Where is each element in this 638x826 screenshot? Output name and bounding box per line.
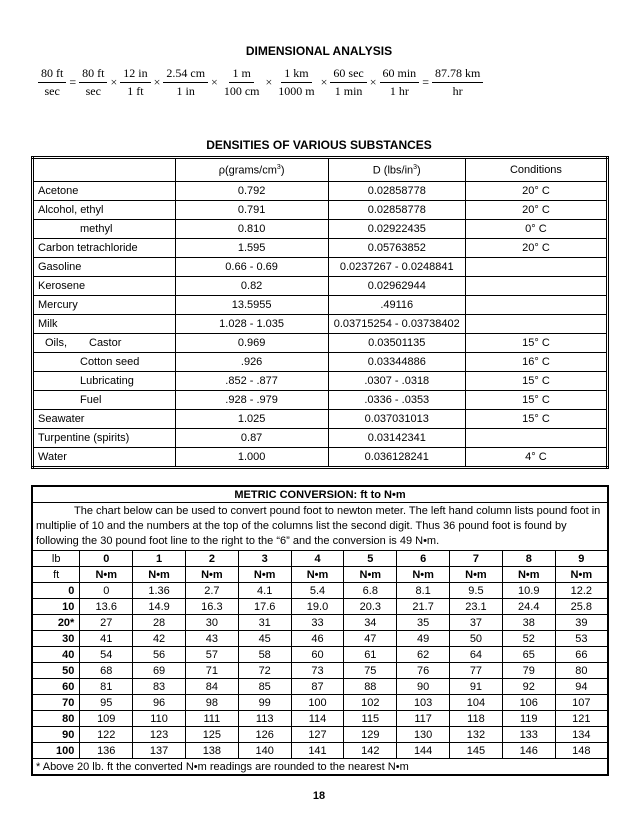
substance-name: Gasoline [38,261,82,273]
fraction-numerator: 80 ft [79,66,107,83]
header-substance [33,158,176,182]
conversion-row [32,599,608,615]
fraction-denominator: 1 hr [389,84,409,98]
conversion-row [32,711,608,727]
conversion-row [32,615,608,631]
conditions-cell: 15° C [465,391,607,410]
fraction-numerator: 1 m [229,66,253,83]
conversion-cell: 28 [133,615,186,631]
digit-header: 0 [80,551,133,567]
density-row [33,391,608,410]
conversion-cell: 94 [555,679,608,695]
conversion-cell: 20.3 [344,599,397,615]
conversion-cell: 50 [450,631,503,647]
conversion-cell: 144 [397,743,450,759]
metric-footnote: * Above 20 lb. ft the converted N•m readings are rounded to the nearest N•m [32,759,608,776]
conditions-cell [465,315,607,334]
rho-cell: 1.595 [175,239,328,258]
d-cell: 0.02962944 [328,277,465,296]
fraction-term [120,66,150,99]
conditions-cell [465,258,607,277]
conversion-row [32,695,608,711]
substance-name: Acetone [38,185,79,197]
rho-cell: 0.791 [175,201,328,220]
conversion-cell: 23.1 [450,599,503,615]
conversion-cell: 54 [80,647,133,663]
conversion-cell: 126 [238,727,291,743]
conversion-cell: 80 [555,663,608,679]
densities-title: DENSITIES OF VARIOUS SUBSTANCES [206,138,432,152]
conversion-cell: 10.9 [502,583,555,599]
conversion-cell: 79 [502,663,555,679]
conversion-cell: 91 [450,679,503,695]
density-row [33,182,608,201]
conversion-cell: 60 [291,647,344,663]
unit-header: N•m [502,567,555,583]
row-label: 80 [32,711,80,727]
conversion-cell: 145 [450,743,503,759]
conversion-cell: 148 [555,743,608,759]
d-cell: 0.03501135 [328,334,465,353]
substance-cell [33,277,176,296]
density-row [33,220,608,239]
row-label: 30 [32,631,80,647]
conversion-cell: 125 [185,727,238,743]
conversion-cell: 4.1 [238,583,291,599]
substance-subtype: methyl [80,223,113,235]
digit-header: 9 [555,551,608,567]
conversion-cell: 102 [344,695,397,711]
conversion-cell: 81 [80,679,133,695]
conversion-cell: 66 [555,647,608,663]
substance-cell [33,334,176,353]
digit-header: 6 [397,551,450,567]
conditions-cell [465,429,607,448]
conditions-cell: 20° C [465,182,607,201]
conversion-cell: 109 [80,711,133,727]
operator: × [153,75,161,89]
fraction-numerator: 1 km [281,66,311,83]
conversion-cell: 129 [344,727,397,743]
rho-cell: 1.028 - 1.035 [175,315,328,334]
conditions-cell: 4° C [465,448,607,468]
substance-cell [33,391,176,410]
conversion-cell: 33 [291,615,344,631]
conversion-cell: 87 [291,679,344,695]
conversion-cell: 39 [555,615,608,631]
density-row [33,296,608,315]
conversion-cell: 121 [555,711,608,727]
d-cell: 0.03142341 [328,429,465,448]
rho-cell: .926 [175,353,328,372]
unit-header: N•m [397,567,450,583]
row-label: 100 [32,743,80,759]
rho-cell: 0.969 [175,334,328,353]
conversion-cell: 34 [344,615,397,631]
row-label: 70 [32,695,80,711]
row-label: 40 [32,647,80,663]
digit-header: 2 [185,551,238,567]
fraction-term [432,66,483,99]
densities-table [31,156,609,469]
conversion-cell: 141 [291,743,344,759]
unit-header: N•m [80,567,133,583]
densities-header-row [33,158,608,182]
conversion-cell: 8.1 [397,583,450,599]
conversion-cell: 99 [238,695,291,711]
conversion-cell: 122 [80,727,133,743]
conversion-cell: 62 [397,647,450,663]
fraction-term [330,66,366,99]
conversion-cell: 96 [133,695,186,711]
conditions-cell: 15° C [465,372,607,391]
rho-cell: 0.810 [175,220,328,239]
d-cell: 0.02858778 [328,182,465,201]
conversion-cell: 90 [397,679,450,695]
conversion-cell: 115 [344,711,397,727]
fraction-numerator: 60 sec [330,66,366,83]
conversion-cell: 98 [185,695,238,711]
fraction-term [163,66,208,99]
density-row [33,372,608,391]
metric-conversion-table [31,485,609,776]
rho-cell: 1.025 [175,410,328,429]
conversion-cell: 25.8 [555,599,608,615]
conversion-cell: 75 [344,663,397,679]
d-cell: 0.05763852 [328,239,465,258]
conversion-cell: 9.5 [450,583,503,599]
rho-cell: .928 - .979 [175,391,328,410]
conversion-cell: 13.6 [80,599,133,615]
rho-cell: .852 - .877 [175,372,328,391]
conversion-cell: 134 [555,727,608,743]
substance-name: Mercury [38,299,78,311]
conversion-cell: 117 [397,711,450,727]
operator: × [369,75,377,89]
fraction-denominator: 1000 m [278,84,315,98]
substance-cell [33,353,176,372]
conversion-cell: 132 [450,727,503,743]
conditions-cell: 15° C [465,410,607,429]
conversion-cell: 73 [291,663,344,679]
corner-ft: ft [32,567,80,583]
d-cell: .49116 [328,296,465,315]
fraction-numerator: 87.78 km [432,66,483,83]
conversion-cell: 123 [133,727,186,743]
fraction-denominator: sec [85,84,101,98]
substance-cell [33,429,176,448]
conditions-cell: 20° C [465,201,607,220]
fraction-term [79,66,107,99]
conversion-cell: 46 [291,631,344,647]
digit-header: 5 [344,551,397,567]
conversion-cell: 137 [133,743,186,759]
conversion-cell: 38 [502,615,555,631]
substance-cell [33,182,176,201]
substance-name: Oils, [45,337,67,349]
conversion-cell: 85 [238,679,291,695]
conversion-cell: 35 [397,615,450,631]
substance-name: Alcohol, ethyl [38,204,104,216]
fraction-denominator: hr [452,84,463,98]
density-row [33,429,608,448]
conversion-cell: 58 [238,647,291,663]
conversion-cell: 95 [80,695,133,711]
corner-lb: lb [32,551,80,567]
conversion-cell: 76 [397,663,450,679]
conditions-cell [465,296,607,315]
substance-cell [33,448,176,468]
conversion-row [32,583,608,599]
digit-header: 3 [238,551,291,567]
operator: × [110,75,118,89]
unit-header: N•m [555,567,608,583]
row-label: 20* [32,615,80,631]
conversion-cell: 12.2 [555,583,608,599]
substance-subtype: Lubricating [80,375,134,387]
rho-cell: 13.5955 [175,296,328,315]
d-cell: 0.036128241 [328,448,465,468]
conversion-cell: 65 [502,647,555,663]
d-cell: 0.03344886 [328,353,465,372]
conversion-cell: 107 [555,695,608,711]
d-cell: 0.03715254 - 0.03738402 [328,315,465,334]
conversion-cell: 42 [133,631,186,647]
fraction-term [275,66,317,99]
substance-cell [33,410,176,429]
conversion-cell: 27 [80,615,133,631]
substance-name: Turpentine (spirits) [38,432,130,444]
conditions-cell [465,277,607,296]
fraction-term [380,66,420,99]
metric-title: METRIC CONVERSION: ft to N•m [32,486,608,503]
conversion-cell: 142 [344,743,397,759]
substance-subtype: Cotton seed [80,356,140,368]
conversion-cell: 1.36 [133,583,186,599]
substance-subtype: Castor [89,337,122,349]
d-cell: 0.037031013 [328,410,465,429]
conversion-cell: 24.4 [502,599,555,615]
conversion-cell: 5.4 [291,583,344,599]
d-cell: 0.0237267 - 0.0248841 [328,258,465,277]
conversion-row [32,631,608,647]
conversion-cell: 30 [185,615,238,631]
conversion-cell: 41 [80,631,133,647]
substance-cell [33,296,176,315]
row-label: 90 [32,727,80,743]
conversion-cell: 100 [291,695,344,711]
fraction-denominator: 1 in [176,84,195,98]
conversion-cell: 88 [344,679,397,695]
fraction-numerator: 60 min [380,66,420,83]
conversion-cell: 72 [238,663,291,679]
operator: × [265,75,273,89]
conversion-row [32,727,608,743]
fraction-denominator: 1 min [334,84,363,98]
substance-cell [33,220,176,239]
rho-cell: 0.82 [175,277,328,296]
density-row [33,353,608,372]
conversion-cell: 127 [291,727,344,743]
conditions-cell: 20° C [465,239,607,258]
conversion-cell: 56 [133,647,186,663]
substance-cell [33,372,176,391]
conversion-cell: 114 [291,711,344,727]
unit-header: N•m [450,567,503,583]
conversion-cell: 92 [502,679,555,695]
substance-name: Water [38,451,67,463]
conversion-cell: 111 [185,711,238,727]
conversion-row [32,743,608,759]
conversion-cell: 0 [80,583,133,599]
digit-header: 7 [450,551,503,567]
conversion-row [32,663,608,679]
substance-name: Carbon tetrachloride [38,242,138,254]
conversion-cell: 119 [502,711,555,727]
substance-name: Kerosene [38,280,86,292]
conversion-cell: 2.7 [185,583,238,599]
conversion-cell: 43 [185,631,238,647]
page-number: 18 [312,790,326,802]
header-d: D $(lbs/in^3)$ [328,158,465,182]
operator: × [320,75,328,89]
unit-header: N•m [185,567,238,583]
density-row [33,410,608,429]
conversion-cell: 104 [450,695,503,711]
row-label: 50 [32,663,80,679]
fraction-denominator: 1 ft [127,84,144,98]
conversion-cell: 118 [450,711,503,727]
unit-header: N•m [344,567,397,583]
digit-header: 4 [291,551,344,567]
conversion-cell: 31 [238,615,291,631]
row-label: 0 [32,583,80,599]
header-conditions: Conditions [465,158,607,182]
digits-header-row [32,551,608,567]
density-row [33,201,608,220]
dimensional-equation [38,66,483,99]
conversion-cell: 37 [450,615,503,631]
conversion-cell: 138 [185,743,238,759]
operator: = [69,75,77,89]
row-label: 60 [32,679,80,695]
conversion-cell: 103 [397,695,450,711]
dimensional-analysis-title: DIMENSIONAL ANALYSIS [245,44,393,58]
conversion-cell: 77 [450,663,503,679]
conversion-cell: 106 [502,695,555,711]
conversion-cell: 136 [80,743,133,759]
conversion-cell: 14.9 [133,599,186,615]
conversion-cell: 146 [502,743,555,759]
metric-description: The chart below can be used to convert pound foot to newton meter. The left hand column lists pound foot in multiplie of 10 and the numbers at the top of the columns list the second digit. Thus 36 pound foot is found by following the 30 pound foot line to the right to the “6” and the conversion is 49 N•m. [36,505,601,547]
rho-cell: 0.87 [175,429,328,448]
density-row [33,334,608,353]
conversion-cell: 17.6 [238,599,291,615]
conversion-cell: 61 [344,647,397,663]
conversion-cell: 69 [133,663,186,679]
substance-name: Milk [38,318,58,330]
unit-header: N•m [291,567,344,583]
conversion-cell: 68 [80,663,133,679]
conversion-cell: 19.0 [291,599,344,615]
conditions-cell: 15° C [465,334,607,353]
density-row [33,448,608,468]
fraction-numerator: 80 ft [38,66,66,83]
conversion-cell: 130 [397,727,450,743]
conditions-cell: 0° C [465,220,607,239]
digit-header: 1 [133,551,186,567]
header-rho: $\rho(grams/cm^3)$ [175,158,328,182]
fraction-denominator: sec [44,84,60,98]
d-cell: 0.02922435 [328,220,465,239]
conversion-cell: 71 [185,663,238,679]
conversion-cell: 83 [133,679,186,695]
density-row [33,258,608,277]
fraction-term [38,66,66,99]
d-cell: .0336 - .0353 [328,391,465,410]
substance-cell [33,258,176,277]
density-row [33,277,608,296]
conversion-cell: 16.3 [185,599,238,615]
conversion-cell: 64 [450,647,503,663]
rho-cell: 0.792 [175,182,328,201]
fraction-numerator: 2.54 cm [163,66,208,83]
conversion-cell: 140 [238,743,291,759]
density-row [33,239,608,258]
unit-header: N•m [238,567,291,583]
conversion-row [32,679,608,695]
fraction-denominator: 100 cm [223,84,260,98]
conversion-cell: 47 [344,631,397,647]
row-label: 10 [32,599,80,615]
conversion-cell: 110 [133,711,186,727]
conversion-cell: 53 [555,631,608,647]
operator: × [211,75,218,89]
conditions-cell: 16° C [465,353,607,372]
conversion-cell: 57 [185,647,238,663]
conversion-cell: 6.8 [344,583,397,599]
d-cell: 0.02858778 [328,201,465,220]
fraction-numerator: 12 in [120,66,150,83]
digit-header: 8 [502,551,555,567]
conversion-cell: 49 [397,631,450,647]
substance-cell [33,239,176,258]
conversion-row [32,647,608,663]
fraction-term [221,66,263,99]
rho-cell: 0.66 - 0.69 [175,258,328,277]
conversion-cell: 45 [238,631,291,647]
density-row [33,315,608,334]
substance-cell [33,201,176,220]
operator: = [422,75,429,89]
unit-header: N•m [133,567,186,583]
substance-cell [33,315,176,334]
conversion-cell: 113 [238,711,291,727]
substance-subtype: Fuel [80,394,102,406]
conversion-cell: 133 [502,727,555,743]
conversion-cell: 21.7 [397,599,450,615]
units-header-row [32,567,608,583]
d-cell: .0307 - .0318 [328,372,465,391]
conversion-cell: 84 [185,679,238,695]
rho-cell: 1.000 [175,448,328,468]
substance-name: Seawater [38,413,85,425]
conversion-cell: 52 [502,631,555,647]
